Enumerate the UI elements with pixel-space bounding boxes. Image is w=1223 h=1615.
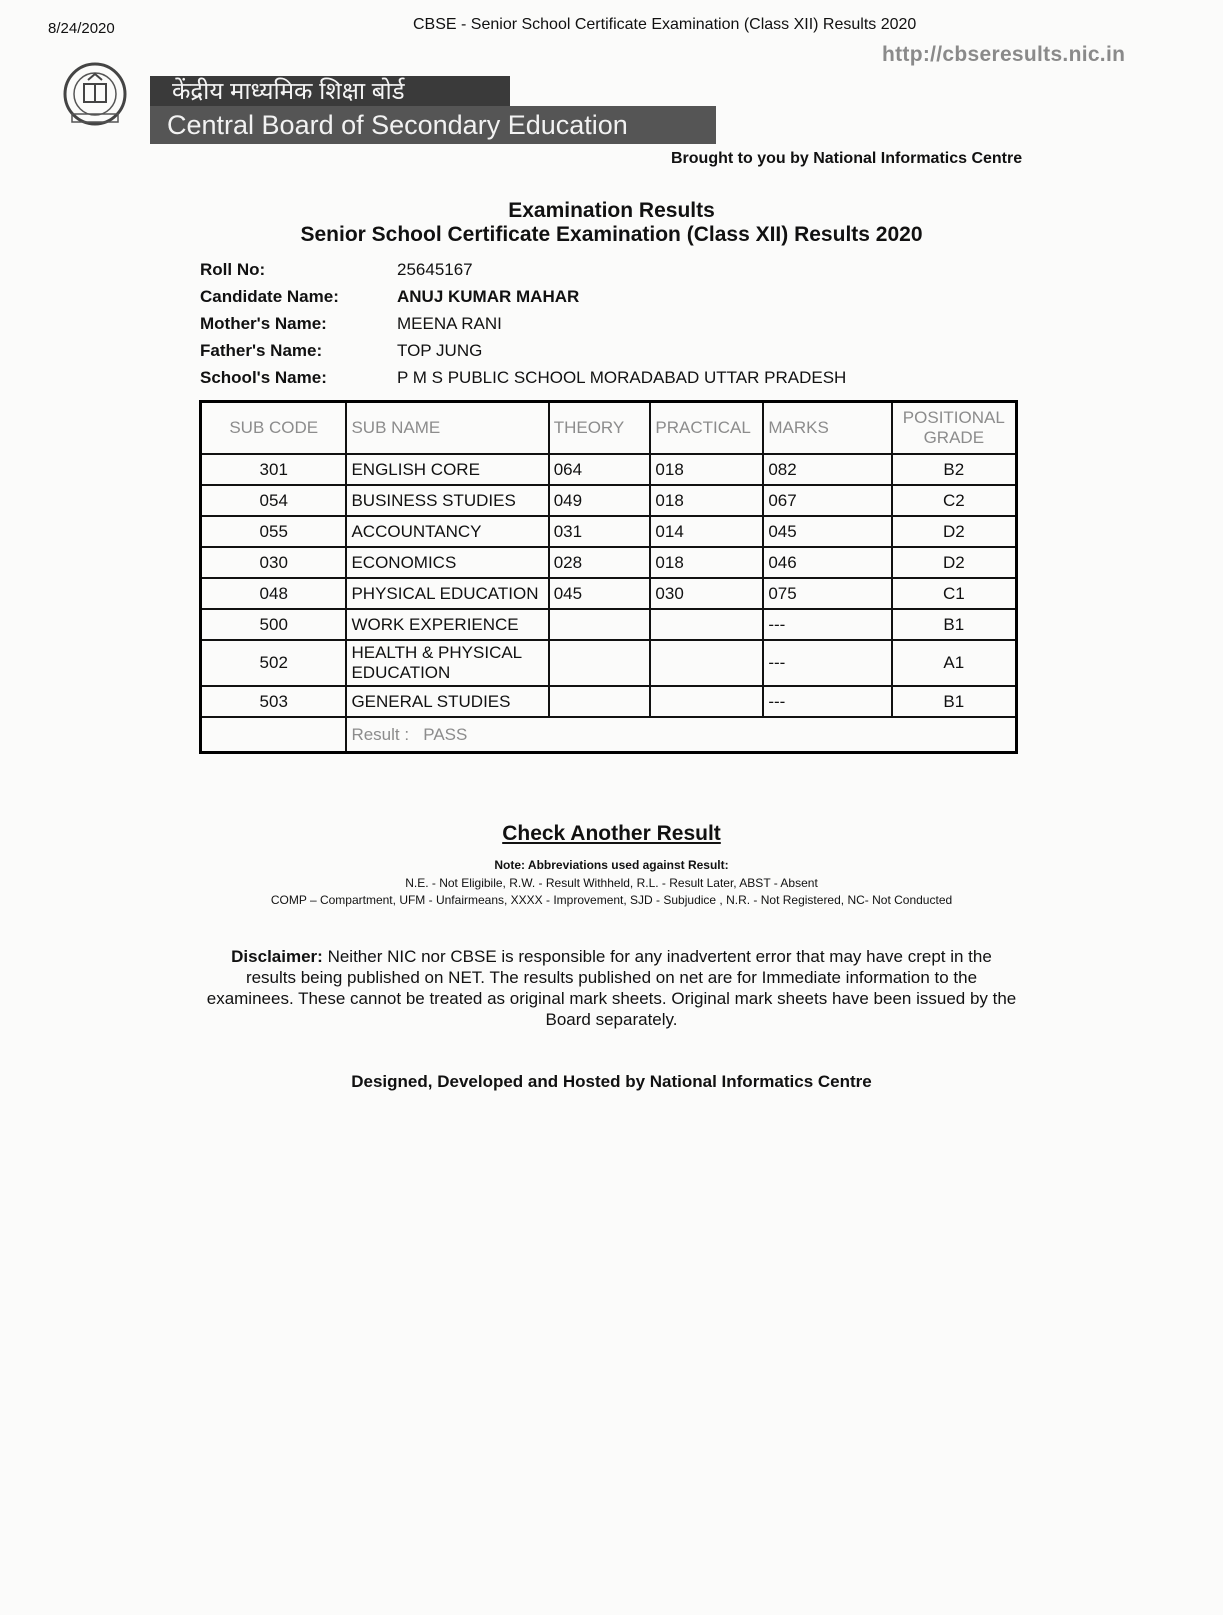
brought-by-text: Brought to you by National Informatics Centre — [671, 150, 1023, 167]
practical-cell: 018 — [650, 485, 763, 516]
marks-cell: --- — [763, 609, 891, 640]
sub-code-cell: 500 — [201, 609, 347, 640]
grade-cell: B2 — [892, 454, 1017, 485]
marks-cell: 067 — [763, 485, 891, 516]
table-row — [201, 454, 1017, 485]
mother-name-label: Mother's Name: — [200, 313, 327, 333]
father-name-label: Father's Name: — [200, 340, 323, 360]
school-name-row — [200, 364, 846, 391]
result-label: Result : — [351, 724, 410, 744]
disclaimer-text: Neither NIC nor CBSE is responsible for any inadvertent error that may have crept in the results being published on NET. The results published on net are for Immediate information to the examinees. These cannot be treated as original mark sheets. Original mark sheets have been issued by the Board separately. — [206, 947, 1017, 1029]
col-header-grade: POSITIONAL GRADE — [892, 402, 1017, 455]
grade-cell: C2 — [892, 485, 1017, 516]
col-header-sub-code: SUB CODE — [201, 402, 347, 455]
theory-cell: 045 — [549, 578, 651, 609]
col-header-marks: MARKS — [763, 402, 891, 455]
col-header-sub-name: SUB NAME — [346, 402, 548, 455]
note-line-1: N.E. - Not Eligibile, R.W. - Result Withheld, R.L. - Result Later, ABST - Absent — [405, 876, 818, 890]
mother-name-value: MEENA RANI — [397, 313, 502, 333]
sub-name-cell: ECONOMICS — [346, 547, 548, 578]
theory-cell: 049 — [549, 485, 651, 516]
candidate-name-value: ANUJ KUMAR MAHAR — [397, 286, 580, 306]
sub-name-cell: BUSINESS STUDIES — [346, 485, 548, 516]
col-header-theory: THEORY — [549, 402, 651, 455]
table-row — [201, 640, 1017, 686]
theory-cell — [549, 686, 651, 717]
grade-cell: D2 — [892, 516, 1017, 547]
result-row — [201, 717, 1017, 753]
theory-cell: 064 — [549, 454, 651, 485]
col-header-practical: PRACTICAL — [650, 402, 763, 455]
theory-cell — [549, 640, 651, 686]
sub-name-cell: ACCOUNTANCY — [346, 516, 548, 547]
marks-cell: 075 — [763, 578, 891, 609]
result-value: PASS — [423, 724, 468, 744]
sub-code-cell: 054 — [201, 485, 347, 516]
sub-code-cell: 055 — [201, 516, 347, 547]
sub-name-cell: ENGLISH CORE — [346, 454, 548, 485]
sub-code-cell: 030 — [201, 547, 347, 578]
sub-name-cell: GENERAL STUDIES — [346, 686, 548, 717]
practical-cell — [650, 609, 763, 640]
candidate-name-row — [200, 283, 846, 310]
board-name-hindi: केंद्रीय माध्यमिक शिक्षा बोर्ड — [150, 76, 510, 108]
sub-code-cell: 048 — [201, 578, 347, 609]
table-row — [201, 547, 1017, 578]
result-cell — [346, 717, 1016, 753]
footer-text: Designed, Developed and Hosted by National Informatics Centre — [351, 1072, 872, 1091]
theory-cell — [549, 609, 651, 640]
grade-cell: C1 — [892, 578, 1017, 609]
practical-cell: 030 — [650, 578, 763, 609]
roll-value: 25645167 — [397, 259, 473, 279]
sub-code-cell: 503 — [201, 686, 347, 717]
theory-cell: 028 — [549, 547, 651, 578]
site-url[interactable]: http://cbseresults.nic.in — [882, 43, 1126, 66]
marks-cell: --- — [763, 686, 891, 717]
mother-name-row — [200, 310, 846, 337]
note-line-2: COMP – Compartment, UFM - Unfairmeans, XXXX - Improvement, SJD - Subjudice , N.R. - Not Registered, NC- Not Conducted — [270, 893, 953, 907]
exam-title: Examination Results — [508, 199, 715, 222]
cbse-emblem-icon — [62, 52, 128, 142]
sub-name-cell: PHYSICAL EDUCATION — [346, 578, 548, 609]
candidate-info — [200, 256, 846, 391]
result-empty-cell — [201, 717, 347, 753]
practical-cell: 018 — [650, 454, 763, 485]
sub-name-cell: WORK EXPERIENCE — [346, 609, 548, 640]
table-row — [201, 578, 1017, 609]
candidate-name-label: Candidate Name: — [200, 286, 339, 306]
marks-cell: 046 — [763, 547, 891, 578]
table-header-row — [201, 402, 1017, 455]
school-name-label: School's Name: — [200, 367, 327, 387]
roll-label: Roll No: — [200, 259, 266, 279]
grade-cell: B1 — [892, 686, 1017, 717]
marks-cell: 082 — [763, 454, 891, 485]
sub-code-cell: 301 — [201, 454, 347, 485]
grade-cell: A1 — [892, 640, 1017, 686]
roll-row — [200, 256, 846, 283]
grade-cell: B1 — [892, 609, 1017, 640]
sub-name-cell: HEALTH & PHYSICAL EDUCATION — [346, 640, 548, 686]
board-name-english: Central Board of Secondary Education — [150, 106, 716, 144]
print-date: 8/24/2020 — [48, 20, 115, 37]
table-row — [201, 609, 1017, 640]
note-heading: Note: Abbreviations used against Result: — [494, 858, 729, 872]
exam-subtitle: Senior School Certificate Examination (Class XII) Results 2020 — [300, 223, 923, 246]
practical-cell — [650, 686, 763, 717]
sub-code-cell: 502 — [201, 640, 347, 686]
disclaimer-label: Disclaimer: — [231, 947, 323, 966]
grade-cell: D2 — [892, 547, 1017, 578]
marks-cell: --- — [763, 640, 891, 686]
father-name-value: TOP JUNG — [397, 340, 483, 360]
results-table — [199, 400, 1018, 754]
check-another-result-link[interactable]: Check Another Result — [502, 822, 721, 845]
school-name-value: P M S PUBLIC SCHOOL MORADABAD UTTAR PRADESH — [397, 367, 847, 387]
table-row — [201, 485, 1017, 516]
table-row — [201, 686, 1017, 717]
theory-cell: 031 — [549, 516, 651, 547]
practical-cell — [650, 640, 763, 686]
table-row — [201, 516, 1017, 547]
practical-cell: 014 — [650, 516, 763, 547]
practical-cell: 018 — [650, 547, 763, 578]
marks-cell: 045 — [763, 516, 891, 547]
father-name-row — [200, 337, 846, 364]
page-title: CBSE - Senior School Certificate Examination (Class XII) Results 2020 — [413, 16, 917, 33]
disclaimer — [205, 946, 1018, 1030]
